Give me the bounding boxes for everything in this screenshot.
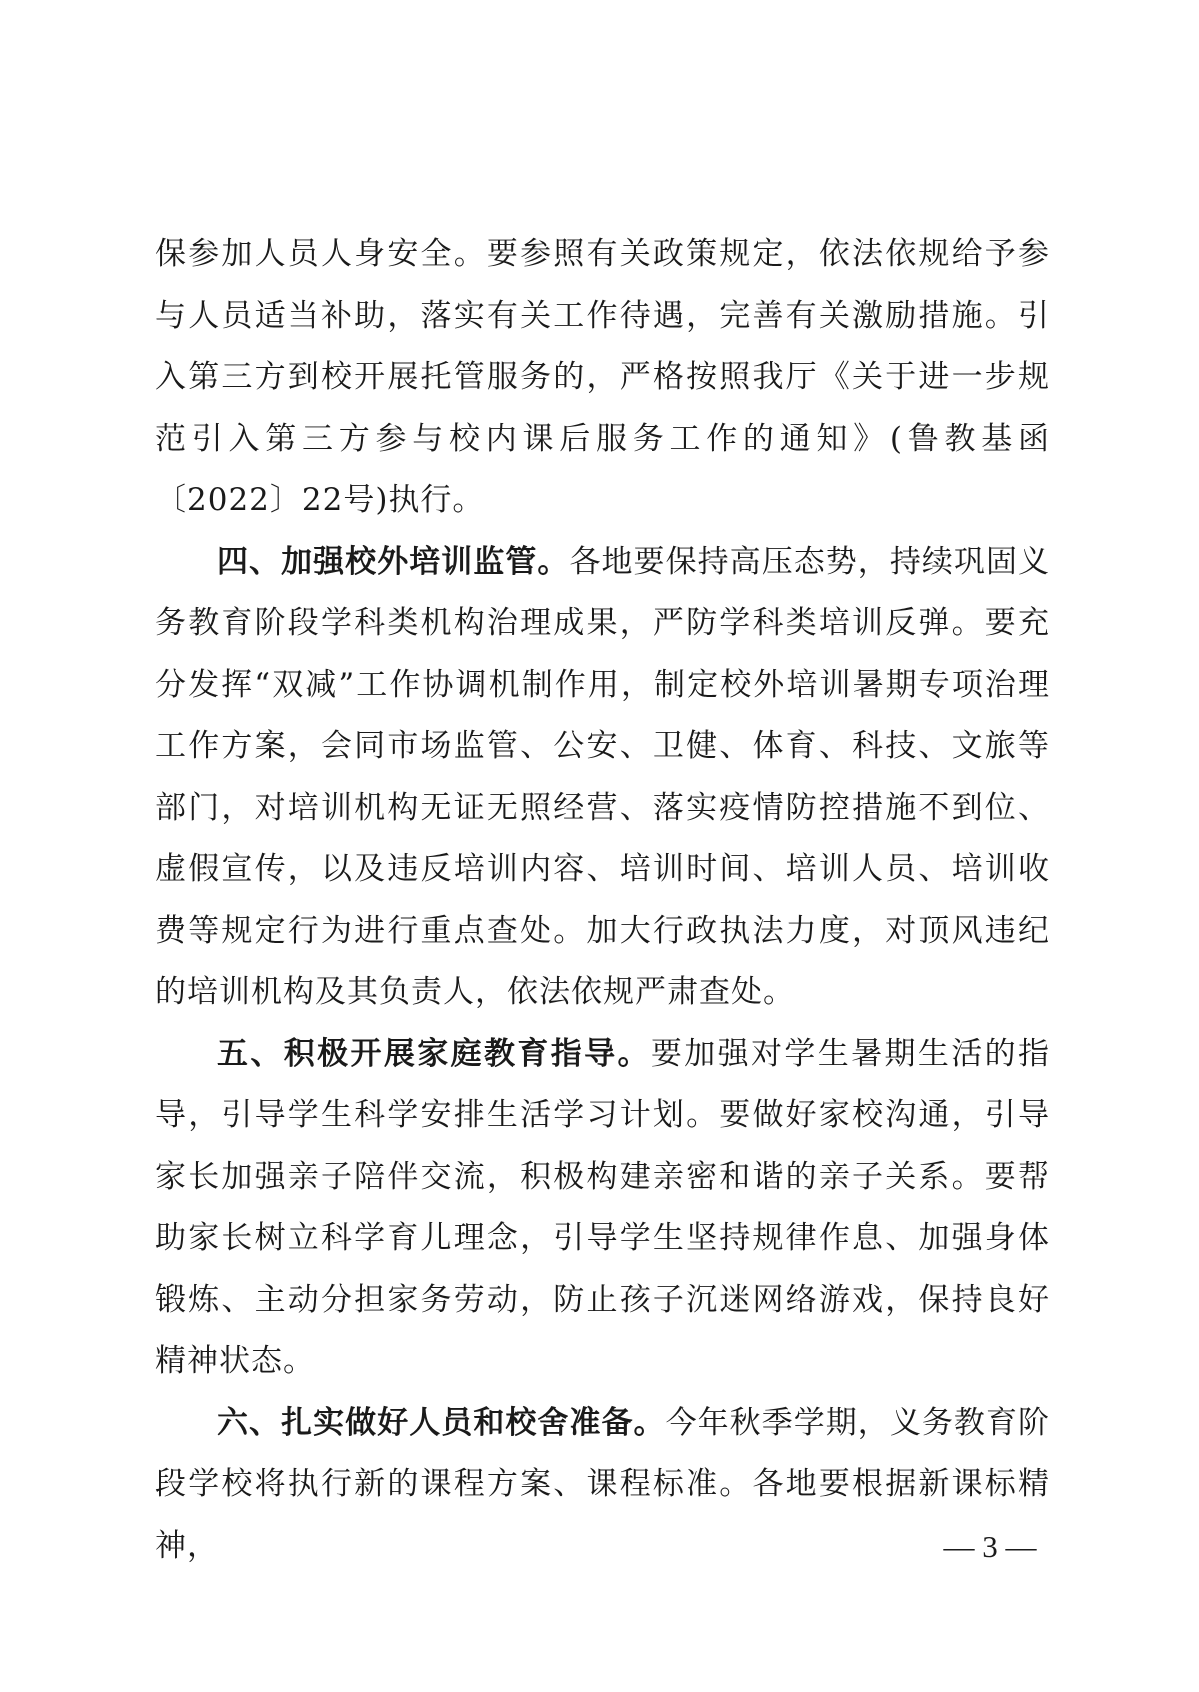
section-heading: 六、扎实做好人员和校舍准备。 xyxy=(217,1404,666,1441)
paragraph-section-4 xyxy=(155,532,1050,1024)
paragraph-section-5 xyxy=(155,1024,1050,1393)
paragraph-text: 保参加人员人身安全。要参照有关政策规定，依法依规给予参与人员适当补助，落实有关工作待遇，完善有关激励措施。引入第三方到校开展托管服务的，严格按照我厅《关于进一步规范引入第三方参与校内课后服务工作的通知》(鲁教基函〔2022〕22号)执行。 xyxy=(155,236,1050,518)
paragraph-text: 各地要保持高压态势，持续巩固义务教育阶段学科类机构治理成果，严防学科类培训反弹。要充分发挥“双减”工作协调机制作用，制定校外培训暑期专项治理工作方案，会同市场监管、公安、卫健、体育、科技、文旅等部门，对培训机构无证无照经营、落实疫情防控措施不到位、虚假宣传，以及违反培训内容、培训时间、培训人员、培训收费等规定行为进行重点查处。加大行政执法力度，对顶风违纪的培训机构及其负责人，依法依规严肃查处。 xyxy=(155,543,1051,1010)
paragraph-continuation xyxy=(155,224,1050,532)
body-text xyxy=(155,224,1050,1577)
section-heading: 四、加强校外培训监管。 xyxy=(217,543,570,580)
page-number: — 3 — xyxy=(943,1529,1037,1564)
section-heading: 五、积极开展家庭教育指导。 xyxy=(217,1035,651,1072)
paragraph-text: 今年秋季学期，义务教育阶段学校将执行新的课程方案、课程标准。各地要根据新课标精神， xyxy=(155,1404,1051,1564)
paragraph-section-6 xyxy=(155,1393,1050,1578)
paragraph-text: 要加强对学生暑期生活的指导，引导学生科学安排生活学习计划。要做好家校沟通，引导家长加强亲子陪伴交流，积极构建亲密和谐的亲子关系。要帮助家长树立科学育儿理念，引导学生坚持规律作息、加强身体锻炼、主动分担家务劳动，防止孩子沉迷网络游戏，保持良好精神状态。 xyxy=(155,1035,1050,1379)
